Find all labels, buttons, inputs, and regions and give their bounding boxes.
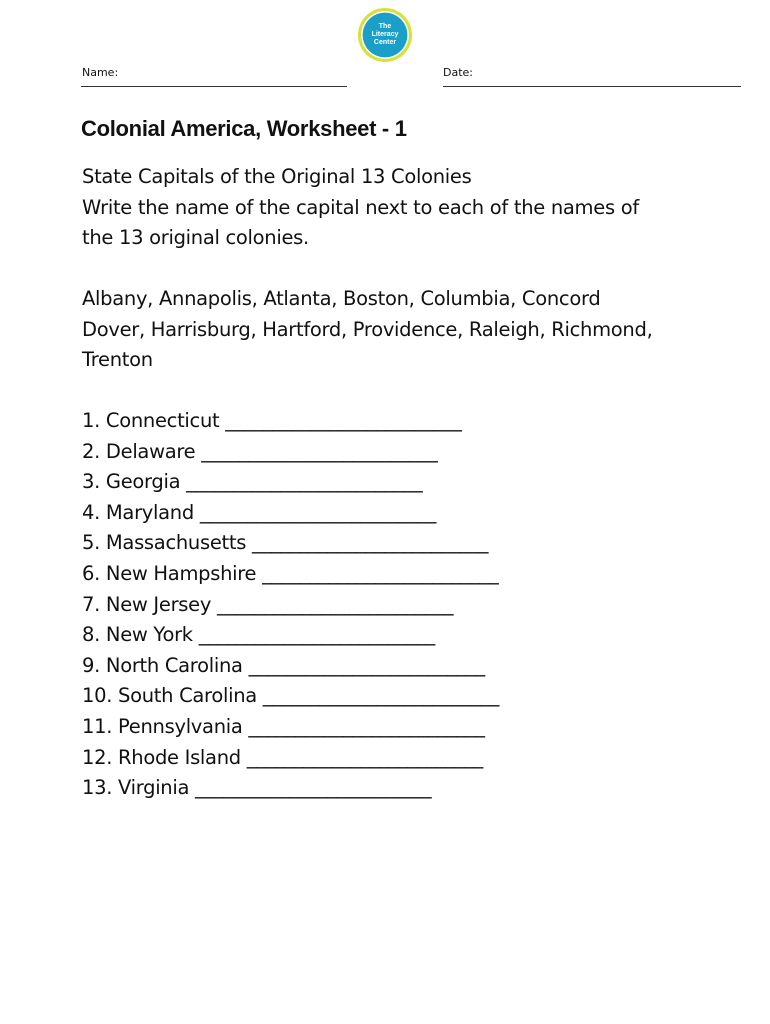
list-item: 1. Connecticut _________________________ [82,409,462,432]
list-item: 12. Rhode Island _________________________ [82,745,483,769]
word-bank-line: Dover, Harrisburg, Hartford, Providence, Raleigh, Richmond, [82,317,653,341]
list-item: 8. New York _________________________ [82,623,435,647]
page-title: Colonial America, Worksheet - 1 [81,116,407,141]
list-item: 6. New Hampshire _________________________ [82,561,499,585]
list-item: 2. Delaware _________________________ [82,439,438,463]
list-item: 10. South Carolina _________________________ [82,684,500,708]
instruction-line: State Capitals of the Original 13 Colonies [82,165,472,188]
word-bank-line: Albany, Annapolis, Atlanta, Boston, Columbia, Concord [82,287,601,310]
logo-text: The Literacy Center [371,23,399,46]
instructions [82,162,639,254]
instruction-line: the 13 original colonies. [82,226,309,250]
instruction-line: Write the name of the capital next to each of the names of [82,195,639,219]
literacy-center-logo [358,8,412,62]
list-item: 9. North Carolina _________________________ [82,653,485,677]
list-item: 5. Massachusetts _________________________ [82,531,489,555]
list-item: 7. New Jersey _________________________ [82,592,454,616]
date-label: Date: [443,66,473,79]
list-item: 11. Pennsylvania _________________________ [82,714,485,738]
name-line[interactable] [81,86,347,87]
list-item: 4. Maryland _________________________ [82,500,437,524]
date-line[interactable] [443,86,741,87]
list-item: 3. Georgia _________________________ [82,470,423,494]
word-bank-line: Trenton [82,348,153,372]
word-bank [82,284,652,376]
name-label: Name: [82,66,119,79]
list-item: 13. Virginia _________________________ [82,776,432,800]
colony-list [82,406,499,804]
